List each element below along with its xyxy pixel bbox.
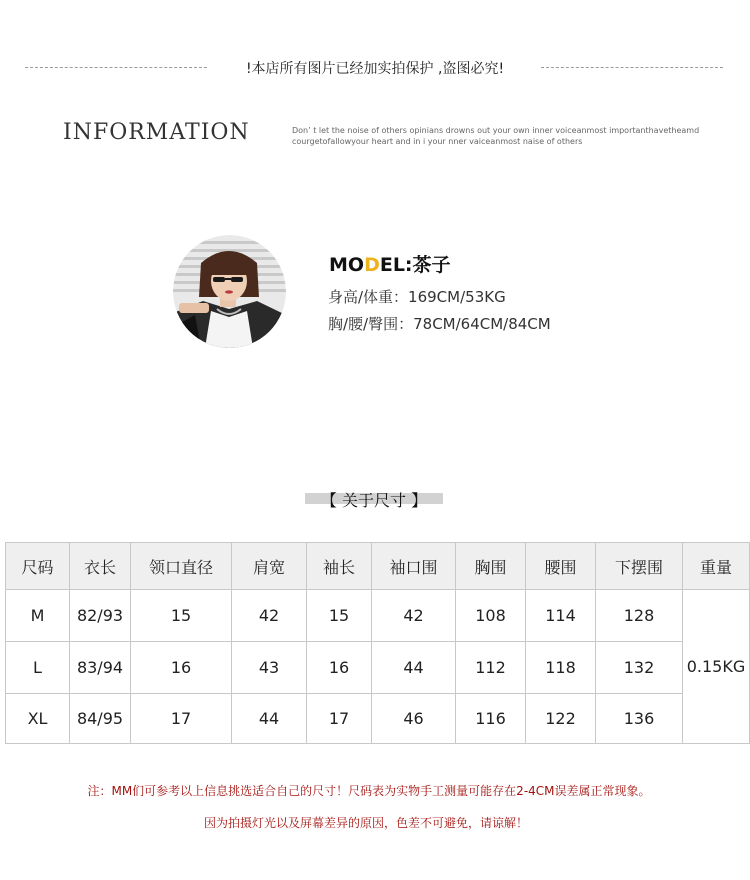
table-cell: L [6,642,70,694]
table-cell: 17 [307,694,372,744]
information-description-line-2: courgetofallowyour heart and in i your nner vaiceanmost naise of others [292,137,583,146]
table-cell: 42 [232,590,307,642]
color-disclaimer-note: 因为拍摄灯光以及屏幕差异的原因，色差不可避免，请谅解！ [203,816,528,830]
table-header-cell: 下摆围 [596,543,683,590]
table-header-cell: 袖长 [307,543,372,590]
table-header-cell: 腰围 [526,543,596,590]
table-cell: 43 [232,642,307,694]
copyright-banner [0,58,750,78]
size-table [5,542,750,744]
table-cell: 114 [526,590,596,642]
table-cell: 16 [307,642,372,694]
table-header-row [6,543,750,590]
size-note: 注：MM们可参考以上信息挑选适合自己的尺寸！尺码表为实物手工测量可能存在2-4CM误差属正常现象。 [87,784,651,798]
dashed-divider-right [541,67,723,68]
model-portrait-image [173,235,286,348]
model-label-prefix: MO [329,254,365,276]
table-cell: 16 [131,642,232,694]
dashed-divider-left [25,67,207,68]
table-cell: 132 [596,642,683,694]
table-cell: M [6,590,70,642]
table-cell: 15 [307,590,372,642]
table-cell: 116 [456,694,526,744]
table-header-cell: 胸围 [456,543,526,590]
table-header-cell: 衣长 [70,543,131,590]
table-header-cell: 尺码 [6,543,70,590]
table-row [6,694,750,744]
model-height-weight: 身高/体重：169CM/53KG [328,288,506,306]
model-measurements: 胸/腰/臀围：78CM/64CM/84CM [328,315,551,333]
information-description [292,125,712,147]
table-header-cell: 肩宽 [232,543,307,590]
table-cell: 84/95 [70,694,131,744]
size-section-header [305,488,443,508]
weight-cell: 0.15KG [683,590,750,744]
table-cell: 44 [372,642,456,694]
table-cell: 118 [526,642,596,694]
table-cell: 46 [372,694,456,744]
table-cell: 17 [131,694,232,744]
size-section-title: 【 关于尺寸 】 [320,491,428,510]
copyright-text: !本店所有图片已经加实拍保护 ,盗图必究! [245,61,505,77]
table-cell: 82/93 [70,590,131,642]
table-cell: 15 [131,590,232,642]
table-header-cell: 袖口围 [372,543,456,590]
model-name-label [329,250,451,277]
model-label-accent-letter: D [364,254,380,276]
table-header-cell: 领口直径 [131,543,232,590]
information-description-line-1: Don’ t let the noise of others opinians drowns out your own inner voiceanmost importanthavetheamd [292,126,700,135]
information-title: INFORMATION [63,120,250,145]
table-row [6,642,750,694]
model-avatar [173,235,286,348]
table-cell: 122 [526,694,596,744]
table-cell: 83/94 [70,642,131,694]
table-cell: 112 [456,642,526,694]
table-cell: XL [6,694,70,744]
table-cell: 136 [596,694,683,744]
model-label-suffix: EL:茶子 [379,254,451,276]
table-row [6,590,750,642]
table-cell: 108 [456,590,526,642]
table-cell: 128 [596,590,683,642]
table-cell: 44 [232,694,307,744]
table-header-cell: 重量 [683,543,750,590]
table-cell: 42 [372,590,456,642]
